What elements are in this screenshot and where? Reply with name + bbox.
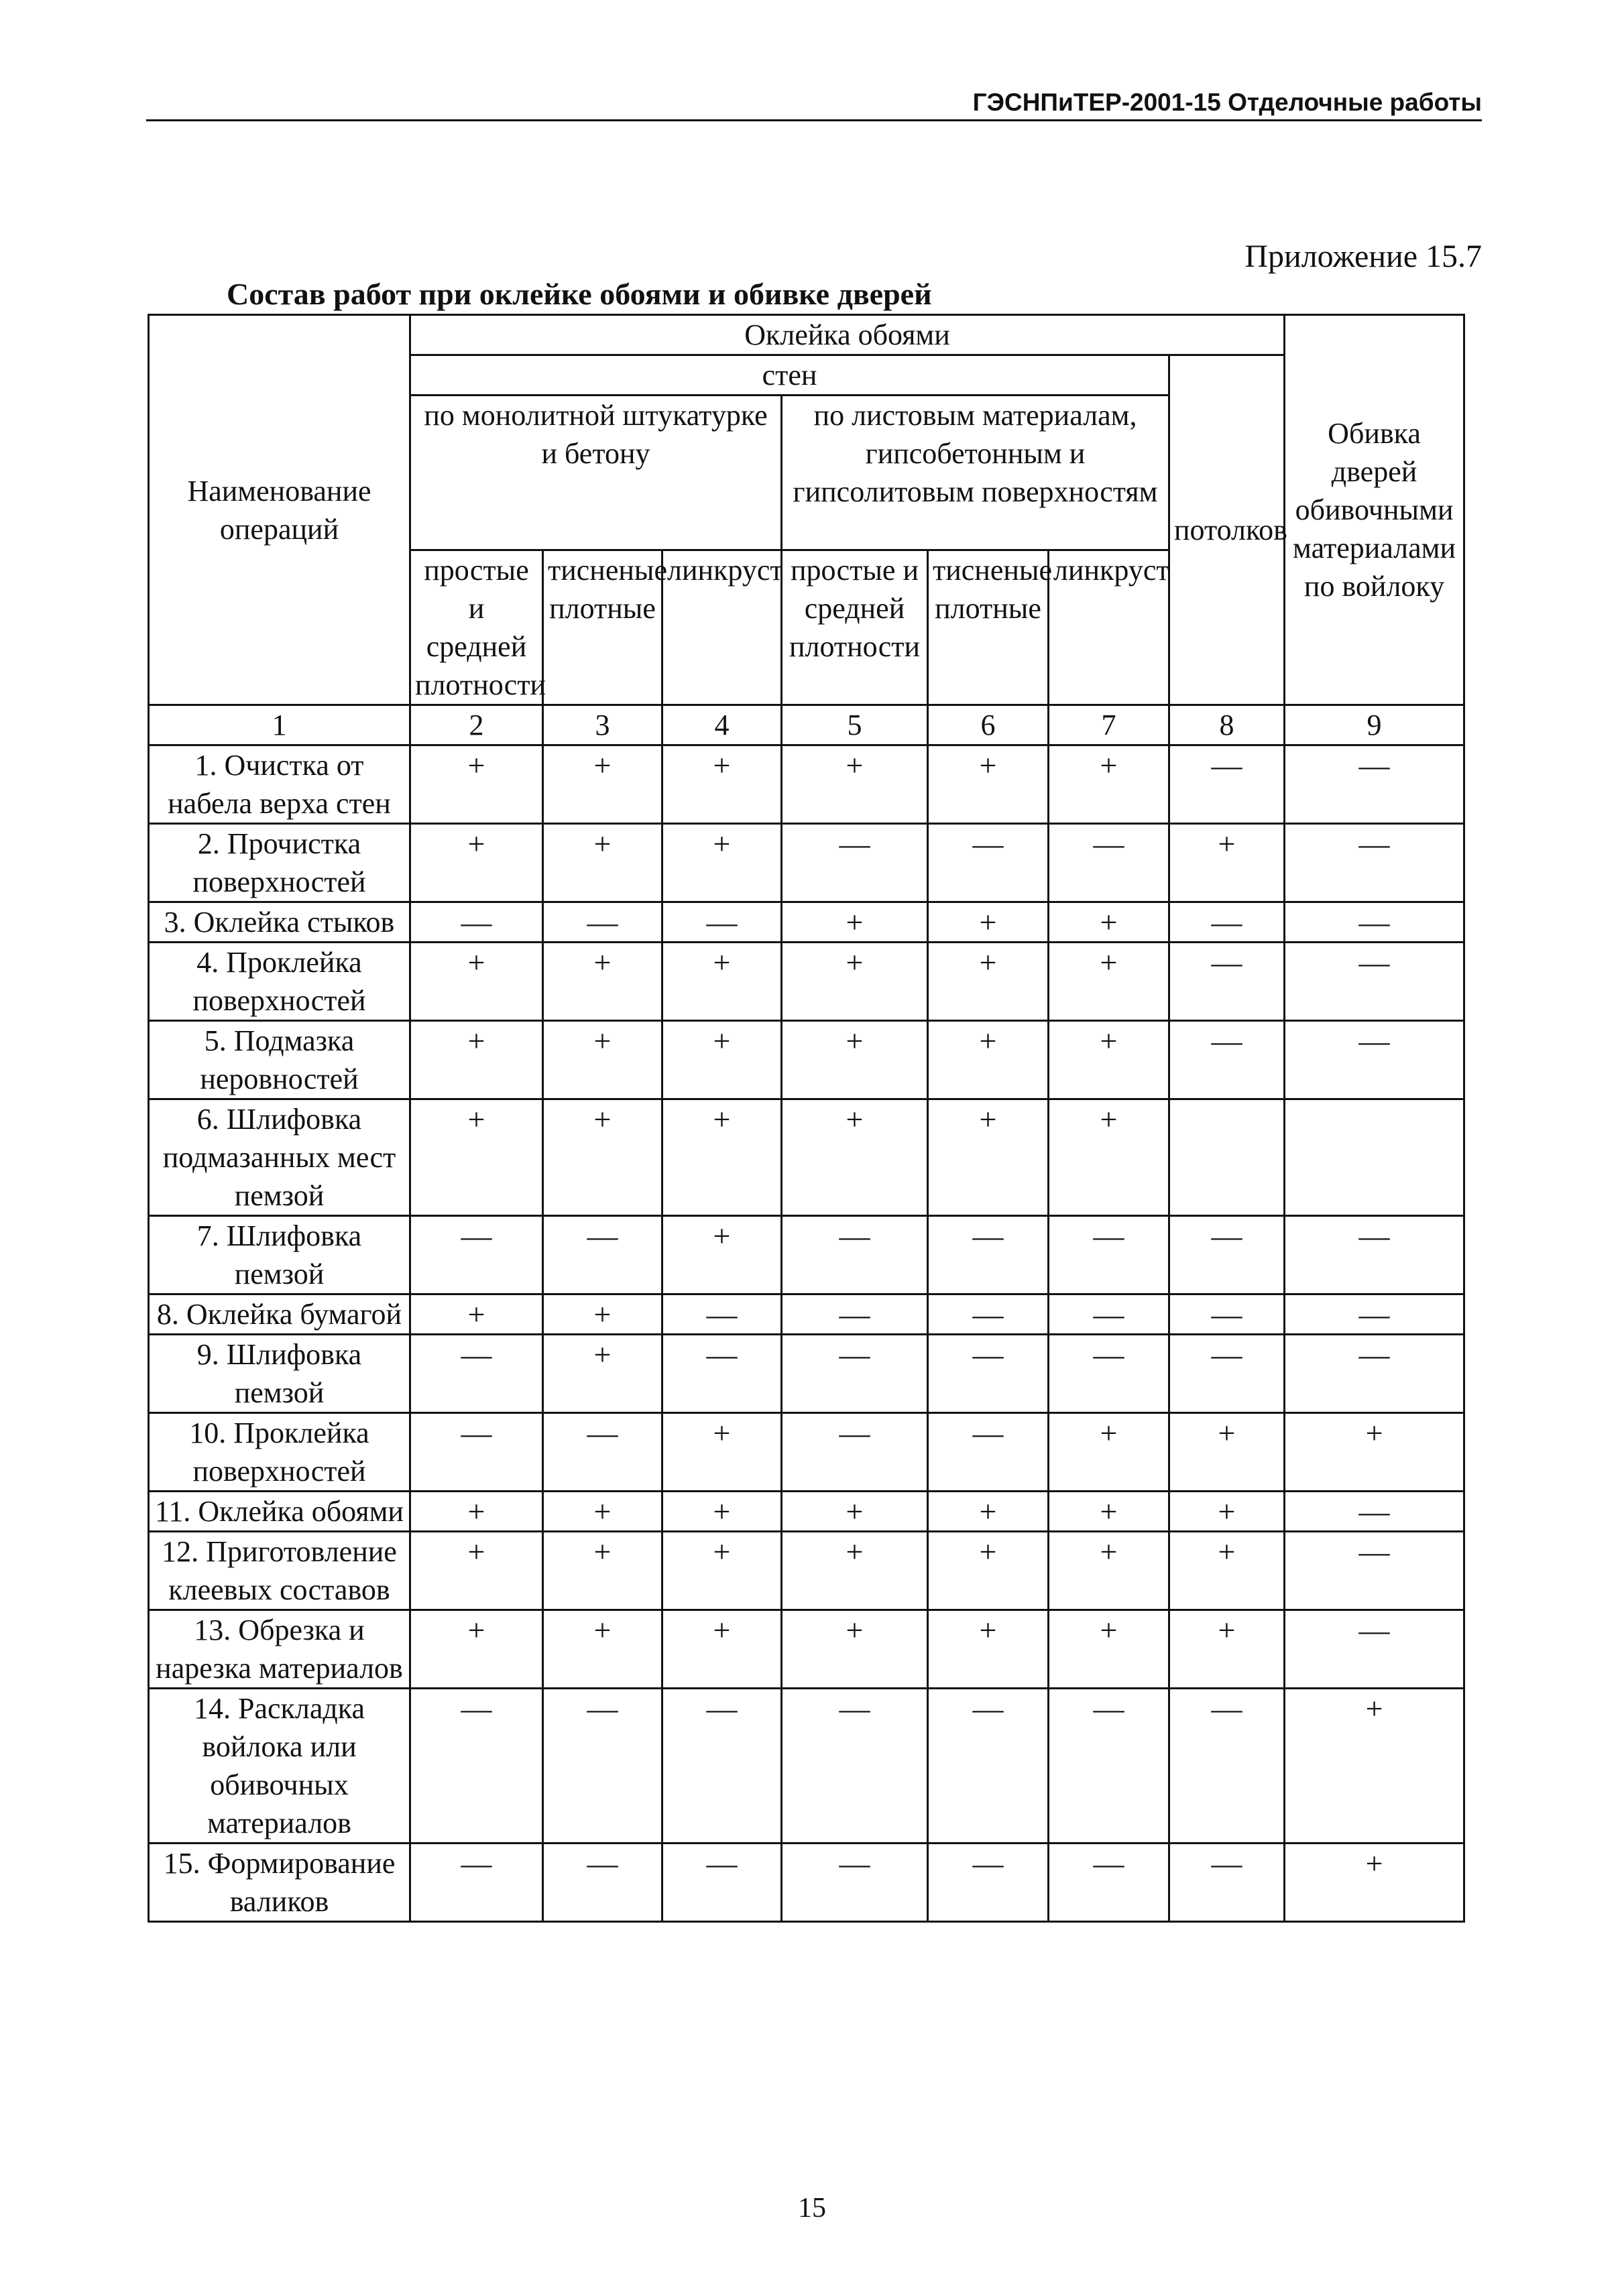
column-number: 4 bbox=[662, 705, 782, 745]
applicability-mark: — bbox=[1285, 1335, 1464, 1413]
table-row bbox=[149, 1492, 1464, 1532]
operation-name: 2. Прочистка поверхностей bbox=[149, 824, 410, 902]
table-row bbox=[149, 1335, 1464, 1413]
operation-name: 12. Приготовление клеевых составов bbox=[149, 1532, 410, 1610]
applicability-mark: — bbox=[1169, 902, 1285, 943]
applicability-mark: + bbox=[928, 1021, 1049, 1099]
header-group-monolith: по монолитной штукатурке и бетону bbox=[410, 396, 782, 550]
applicability-mark: — bbox=[928, 1216, 1049, 1294]
applicability-mark: — bbox=[410, 902, 543, 943]
applicability-mark: — bbox=[1169, 1689, 1285, 1844]
applicability-mark: + bbox=[1169, 1532, 1285, 1610]
applicability-mark bbox=[1169, 1099, 1285, 1216]
applicability-mark: — bbox=[543, 1216, 662, 1294]
applicability-mark: + bbox=[782, 1492, 928, 1532]
table-row bbox=[149, 1099, 1464, 1216]
applicability-mark: — bbox=[1285, 1532, 1464, 1610]
table-row bbox=[149, 824, 1464, 902]
header-embossed-1: тисненые плотные bbox=[543, 550, 662, 705]
applicability-mark: + bbox=[410, 745, 543, 824]
applicability-mark: + bbox=[782, 1610, 928, 1689]
applicability-mark: — bbox=[1049, 1689, 1169, 1844]
applicability-mark: — bbox=[782, 1844, 928, 1922]
applicability-mark: + bbox=[928, 1492, 1049, 1532]
running-header bbox=[146, 86, 1482, 121]
applicability-mark: — bbox=[1169, 1335, 1285, 1413]
applicability-mark: + bbox=[662, 1413, 782, 1492]
operation-name: 3. Оклейка стыков bbox=[149, 902, 410, 943]
operation-name: 15. Формирование валиков bbox=[149, 1844, 410, 1922]
applicability-mark: + bbox=[928, 1099, 1049, 1216]
header-row-1 bbox=[149, 315, 1464, 355]
applicability-mark: + bbox=[410, 1294, 543, 1335]
header-simple-1: простые и средней плотности bbox=[410, 550, 543, 705]
column-number: 9 bbox=[1285, 705, 1464, 745]
table-body bbox=[149, 745, 1464, 1922]
applicability-mark: — bbox=[782, 1689, 928, 1844]
applicability-mark: — bbox=[1169, 1021, 1285, 1099]
applicability-mark: + bbox=[928, 1532, 1049, 1610]
applicability-mark: + bbox=[1049, 1099, 1169, 1216]
table-row bbox=[149, 1021, 1464, 1099]
header-door-upholstery: Обивка дверей обивочными материалами по войлоку bbox=[1285, 315, 1464, 705]
applicability-mark: + bbox=[782, 943, 928, 1021]
applicability-mark: — bbox=[1285, 1610, 1464, 1689]
applicability-mark: + bbox=[662, 1216, 782, 1294]
table-row bbox=[149, 1294, 1464, 1335]
applicability-mark: — bbox=[1169, 745, 1285, 824]
column-number: 7 bbox=[1049, 705, 1169, 745]
operation-name: 6. Шлифовка подмазанных мест пемзой bbox=[149, 1099, 410, 1216]
applicability-mark: + bbox=[662, 1532, 782, 1610]
applicability-mark: + bbox=[782, 1099, 928, 1216]
applicability-mark: + bbox=[1169, 1413, 1285, 1492]
applicability-mark: — bbox=[543, 1413, 662, 1492]
applicability-mark: + bbox=[782, 902, 928, 943]
applicability-mark: — bbox=[410, 1335, 543, 1413]
applicability-mark: — bbox=[1169, 943, 1285, 1021]
applicability-mark: — bbox=[928, 1844, 1049, 1922]
header-lincrusta-2: линкруст bbox=[1049, 550, 1169, 705]
applicability-mark: + bbox=[1049, 1532, 1169, 1610]
applicability-mark: + bbox=[543, 1492, 662, 1532]
applicability-mark: — bbox=[1049, 1216, 1169, 1294]
applicability-mark: + bbox=[1285, 1844, 1464, 1922]
applicability-mark: — bbox=[1169, 1294, 1285, 1335]
table-row bbox=[149, 1216, 1464, 1294]
applicability-mark: — bbox=[1285, 1021, 1464, 1099]
operation-name: 7. Шлифовка пемзой bbox=[149, 1216, 410, 1294]
applicability-mark: — bbox=[1285, 1294, 1464, 1335]
applicability-mark: + bbox=[410, 1610, 543, 1689]
applicability-mark: — bbox=[662, 1844, 782, 1922]
table-row bbox=[149, 1610, 1464, 1689]
applicability-mark: + bbox=[1049, 1610, 1169, 1689]
operation-name: 11. Оклейка обоями bbox=[149, 1492, 410, 1532]
table-row bbox=[149, 1844, 1464, 1922]
operation-name: 13. Обрезка и нарезка материалов bbox=[149, 1610, 410, 1689]
table-row bbox=[149, 943, 1464, 1021]
applicability-mark: — bbox=[782, 1216, 928, 1294]
header-walls: стен bbox=[410, 355, 1169, 396]
applicability-mark: + bbox=[543, 1610, 662, 1689]
applicability-mark: — bbox=[782, 1413, 928, 1492]
applicability-mark: — bbox=[1169, 1216, 1285, 1294]
applicability-mark: + bbox=[1049, 1413, 1169, 1492]
applicability-mark: + bbox=[928, 1610, 1049, 1689]
applicability-mark: — bbox=[782, 1294, 928, 1335]
applicability-mark: — bbox=[1169, 1844, 1285, 1922]
applicability-mark: — bbox=[410, 1844, 543, 1922]
page-number: 15 bbox=[798, 2193, 826, 2224]
table-row bbox=[149, 1413, 1464, 1492]
table-row bbox=[149, 745, 1464, 824]
applicability-mark: + bbox=[543, 1532, 662, 1610]
applicability-mark: + bbox=[1169, 1610, 1285, 1689]
operation-name: 9. Шлифовка пемзой bbox=[149, 1335, 410, 1413]
table-head bbox=[149, 315, 1464, 745]
header-simple-2: простые и средней плотности bbox=[782, 550, 928, 705]
applicability-mark: + bbox=[782, 745, 928, 824]
applicability-mark: + bbox=[662, 1492, 782, 1532]
applicability-mark: + bbox=[410, 824, 543, 902]
applicability-mark: — bbox=[662, 1294, 782, 1335]
applicability-mark: — bbox=[928, 1413, 1049, 1492]
applicability-mark: + bbox=[543, 1335, 662, 1413]
applicability-mark: — bbox=[782, 1335, 928, 1413]
operation-name: 4. Проклейка поверхностей bbox=[149, 943, 410, 1021]
applicability-mark: + bbox=[1285, 1413, 1464, 1492]
column-number-row bbox=[149, 705, 1464, 745]
applicability-mark: + bbox=[928, 745, 1049, 824]
column-number: 8 bbox=[1169, 705, 1285, 745]
applicability-mark: + bbox=[662, 1021, 782, 1099]
applicability-mark bbox=[1285, 1099, 1464, 1216]
header-wallpaper: Оклейка обоями bbox=[410, 315, 1285, 355]
applicability-mark: — bbox=[1049, 824, 1169, 902]
applicability-mark: + bbox=[410, 943, 543, 1021]
column-number: 3 bbox=[543, 705, 662, 745]
header-ceilings: потолков bbox=[1169, 355, 1285, 705]
applicability-mark: + bbox=[410, 1099, 543, 1216]
applicability-mark: + bbox=[543, 1294, 662, 1335]
applicability-mark: — bbox=[1285, 943, 1464, 1021]
applicability-mark: + bbox=[543, 824, 662, 902]
column-number: 6 bbox=[928, 705, 1049, 745]
applicability-mark: — bbox=[410, 1413, 543, 1492]
work-composition-table bbox=[148, 314, 1465, 1923]
applicability-mark: + bbox=[782, 1532, 928, 1610]
table-row bbox=[149, 902, 1464, 943]
applicability-mark: — bbox=[928, 824, 1049, 902]
applicability-mark: — bbox=[1049, 1844, 1169, 1922]
applicability-mark: + bbox=[662, 943, 782, 1021]
applicability-mark: + bbox=[410, 1492, 543, 1532]
applicability-mark: + bbox=[543, 1021, 662, 1099]
operation-name: 8. Оклейка бумагой bbox=[149, 1294, 410, 1335]
header-embossed-2: тисненые плотные bbox=[928, 550, 1049, 705]
applicability-mark: + bbox=[543, 943, 662, 1021]
appendix-label: Приложение 15.7 bbox=[1244, 239, 1482, 274]
operation-name: 14. Раскладка войлока или обивочных материалов bbox=[149, 1689, 410, 1844]
applicability-mark: + bbox=[662, 1610, 782, 1689]
applicability-mark: — bbox=[1049, 1335, 1169, 1413]
applicability-mark: — bbox=[1285, 902, 1464, 943]
applicability-mark: — bbox=[928, 1689, 1049, 1844]
applicability-mark: + bbox=[662, 1099, 782, 1216]
applicability-mark: — bbox=[543, 1689, 662, 1844]
applicability-mark: — bbox=[928, 1294, 1049, 1335]
applicability-mark: — bbox=[662, 902, 782, 943]
applicability-mark: — bbox=[410, 1689, 543, 1844]
applicability-mark: + bbox=[928, 943, 1049, 1021]
applicability-mark: — bbox=[410, 1216, 543, 1294]
applicability-mark: — bbox=[1049, 1294, 1169, 1335]
header-lincrusta-1: линкруст bbox=[662, 550, 782, 705]
column-number: 1 bbox=[149, 705, 410, 745]
applicability-mark: — bbox=[543, 902, 662, 943]
header-group-sheet: по листовым материалам, гипсобетонным и гипсолитовым поверхностям bbox=[782, 396, 1169, 550]
applicability-mark: + bbox=[782, 1021, 928, 1099]
table-row bbox=[149, 1532, 1464, 1610]
applicability-mark: — bbox=[1285, 824, 1464, 902]
column-number: 5 bbox=[782, 705, 928, 745]
applicability-mark: + bbox=[1049, 943, 1169, 1021]
applicability-mark: + bbox=[1049, 745, 1169, 824]
applicability-mark: + bbox=[1049, 1021, 1169, 1099]
applicability-mark: — bbox=[1285, 1492, 1464, 1532]
column-number: 2 bbox=[410, 705, 543, 745]
applicability-mark: — bbox=[928, 1335, 1049, 1413]
running-header-title: ГЭСНПиТЕР-2001-15 Отделочные работы bbox=[972, 88, 1482, 116]
applicability-mark: + bbox=[662, 824, 782, 902]
applicability-mark: + bbox=[1049, 1492, 1169, 1532]
applicability-mark: + bbox=[1285, 1689, 1464, 1844]
applicability-mark: + bbox=[543, 1099, 662, 1216]
operation-name: 1. Очистка от набела верха стен bbox=[149, 745, 410, 824]
operation-name: 5. Подмазка неровностей bbox=[149, 1021, 410, 1099]
operation-name: 10. Проклейка поверхностей bbox=[149, 1413, 410, 1492]
applicability-mark: + bbox=[543, 745, 662, 824]
document-title: Состав работ при оклейке обоями и обивке дверей bbox=[227, 277, 932, 311]
applicability-mark: — bbox=[782, 824, 928, 902]
applicability-mark: + bbox=[662, 745, 782, 824]
applicability-mark: — bbox=[543, 1844, 662, 1922]
applicability-mark: — bbox=[1285, 745, 1464, 824]
applicability-mark: + bbox=[1049, 902, 1169, 943]
header-operations: Наименование операций bbox=[149, 315, 410, 705]
table-row bbox=[149, 1689, 1464, 1844]
applicability-mark: — bbox=[662, 1335, 782, 1413]
applicability-mark: + bbox=[410, 1532, 543, 1610]
applicability-mark: + bbox=[928, 902, 1049, 943]
applicability-mark: + bbox=[1169, 1492, 1285, 1532]
applicability-mark: + bbox=[410, 1021, 543, 1099]
applicability-mark: + bbox=[1169, 824, 1285, 902]
applicability-mark: — bbox=[1285, 1216, 1464, 1294]
applicability-mark: — bbox=[662, 1689, 782, 1844]
